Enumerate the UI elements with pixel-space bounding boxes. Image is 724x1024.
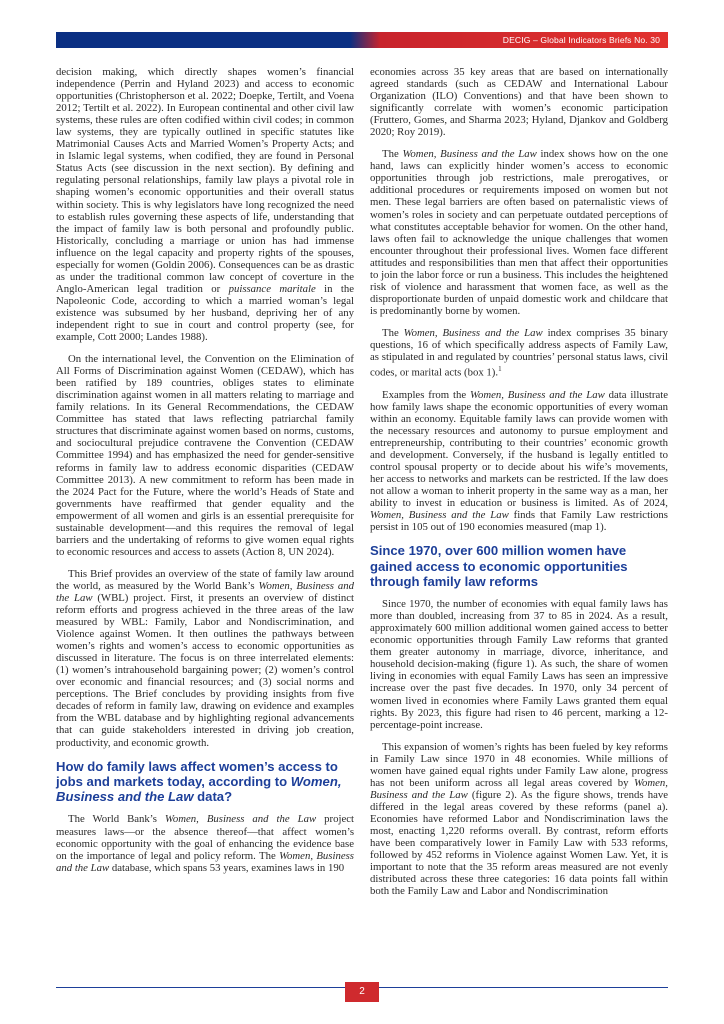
section-heading: How do family laws affect women’s access to jobs and markets today, according to Women, Business and the Law data? bbox=[56, 758, 342, 805]
header-bar bbox=[56, 32, 668, 48]
paragraph: On the international level, the Convention on the Elimination of All Forms of Discrimination against Women (CEDAW), which has been ratified by 189 countries, obliges states to eliminate discrimination against women in all matters relating to marriage and family relations. In its General Recommendations, the CEDAW Committee has stated that laws reflecting patriarchal family structures that discriminate against women based on norms, customs, and sociocultural prejudice contravene the Convention (CEDAW Committee 1994) and has emphasized the need for gender-sensitive reforms in family law to address economic disparities (CEDAW Committee 2013). A new commitment to reform has been made in the 2024 Pact for the Future, where the world’s Heads of State and governments have reaffirmed that gender equality and the empowerment of all women and girls is an essential prerequisite for sustainable development—and this requires the removal of legal barriers and the undertaking of reforms to give women equal rights to economic resources and access to assets (Action 8, UN 2024). bbox=[56, 353, 354, 558]
right-column bbox=[370, 66, 668, 907]
paragraph: Since 1970, the number of economies with equal family laws has more than doubled, increasing from 37 to 85 in 2024. As a result, approximately 600 million additional women gained access to better economic opportunities through Family Law reforms that granted them greater autonomy in marriage, divorce, inheritance, and household decision-making (figure 1). As such, the share of women living in economies with equal Family Laws has seen an impressive increase over the past five decades. In 1970, only 34 percent of women lived in economies where Family Laws granted them equal rights. By 2023, this figure had risen to 46 percent, marking a 12-percentage-point increase. bbox=[370, 598, 668, 731]
paragraph: This Brief provides an overview of the state of family law around the world, as measured by the World Bank’s Women, Business and the Law (WBL) project. First, it presents an overview of distinct reform efforts and progress achieved in the three areas of the law measured by WBL: Family, Labor and Nondiscrimination, and Violence against Women. It then outlines the pathways between women’s rights and women’s access to economic opportunities as discussed in literature. The focus is on three interrelated elements: (1) women’s intrahousehold bargaining power; (2) women’s control over economic and financial resources; and (3) social norms and perceptions. The Brief concludes by providing insights from five decades of reform in family law, drawing on evidence and examples from the WBL database and by highlighting regional advancements that can guide stakeholders interested in driving job creation, productivity, and economic growth. bbox=[56, 567, 354, 749]
left-column bbox=[56, 66, 354, 884]
section-heading: Since 1970, over 600 million women have gained access to economic opportunities through family law reforms bbox=[370, 543, 628, 589]
paragraph: The Women, Business and the Law index comprises 35 binary questions, 16 of which specifically address aspects of Family Law, as stipulated in and regulated by countries’ personal status laws, civil codes, or marital acts (box 1).$^1$ bbox=[370, 326, 668, 379]
page-number: 2 bbox=[345, 982, 379, 1002]
paragraph: The Women, Business and the Law index shows how on the one hand, laws can explicitly hinder women’s access to economic opportunities through job restrictions, male prerogatives, or additional procedures or requirements imposed on women but not men. These legal barriers are often based on paternalistic views of women’s roles in society and can perpetuate outdated perceptions of what constitutes acceptable behavior for women. On the other hand, laws often fail to acknowledge the unique challenges that women encounter throughout their professional lives. Women face different attitudes and responsibilities than men that affect their opportunities to join the labor force or run a business. This includes the heightened risk of violence and harassment that women face, as well as the disproportionate burden of unpaid domestic work and childcare that is predominantly borne by women. bbox=[370, 148, 668, 317]
paragraph: Examples from the Women, Business and the Law data illustrate how family laws shape the economic opportunities of every woman within an economy. Equitable family laws can provide women with the necessary resources and autonomy to pursue employment and entrepreneurship, contributing to their countries’ economic growth and development. Conversely, if the husband is legally entitled to control spousal property or to decide about his wife’s movements, her access to networks and markets can be restricted. If the law does not allow a woman to inherit property in the same way as a man, her ability to invest in education or business is limited. As of 2024, Women, Business and the Law finds that Family Law restrictions persist in 105 out of 190 economies measured (map 1). bbox=[370, 388, 668, 534]
paragraph: economies across 35 key areas that are based on internationally agreed standards (such as CEDAW and International Labour Organization (ILO) Conventions) and that have been shown to significantly correlate with women’s economic participation (Fruttero, Gomes, and Sharma 2023; Hyland, Djankov and Goldberg 2020; Roy 2019). bbox=[370, 66, 668, 139]
footnote-ref[interactable]: 1 bbox=[498, 365, 502, 374]
paragraph: This expansion of women’s rights has been fueled by key reforms in Family Law since 1970 in 48 economies. While millions of women have gained equal rights under Family Law alone, progress has not been uniform across all legal areas covered by Women, Business and the Law (figure 2). As the figure shows, trends have differed in the legal areas covered by these reforms (panel a). Economies have reformed Labor and Nondiscrimination laws the most, enacting 1,220 reforms overall. By contrast, reform efforts have been comparatively lower in Family Law with 533 reforms, followed by 452 reforms in Violence against Women Law. Yet, it is important to note that the 35 reform areas measured are not evenly distributed across these three categories: 16 data points fall within both the Family Law and Labor and Nondiscrimination bbox=[370, 740, 668, 898]
paragraph: The World Bank’s Women, Business and the Law project measures laws—or the absence thereof—that affect women’s economic opportunity with the goal of enhancing the evidence base on the importance of legal and policy reform. The Women, Business and the Law database, which spans 53 years, examines laws in 190 bbox=[56, 813, 354, 874]
paragraph: decision making, which directly shapes women’s financial independence (Perrin and Hyland 2023) and access to economic opportunities (Christopherson et al. 2022; Doepke, Tertilt, and Voena 2012; Tertilt et al. 2022). In European continental and other civil law systems, these rules are often codified within civil codes; in common law systems, they are typically outlined in specific statutes like Matrimonial Causes Acts and Married Women’s Property Acts; and in Islamic legal systems, when codified, they are found in Personal Status Acts (see discussion in the next section). By defining and regulating personal relationships, family law plays a pivotal role in shaping women’s economic opportunities and their overall status within society. This is why legislators have long recognized the need to establish rules governing these aspects of life, understanding that the impact of family law is both personal and profoundly public. Historically, concluding a marriage or union has had immense influence on the legal capacity and property rights of the spouses, especially for women (Goldin 2006). Consequences can be as drastic as under the traditional common law concept of coverture in the Anglo-American legal tradition or puissance maritale in the Napoleonic Code, according to which a married woman’s legal existence was subsumed by her husband, depriving her of any independent right to sue in court and control property (see, for example, Cott 2000; Landes 1988). bbox=[56, 66, 355, 344]
header-title: DECIG – Global Indicators Briefs No. 30 bbox=[502, 35, 660, 45]
